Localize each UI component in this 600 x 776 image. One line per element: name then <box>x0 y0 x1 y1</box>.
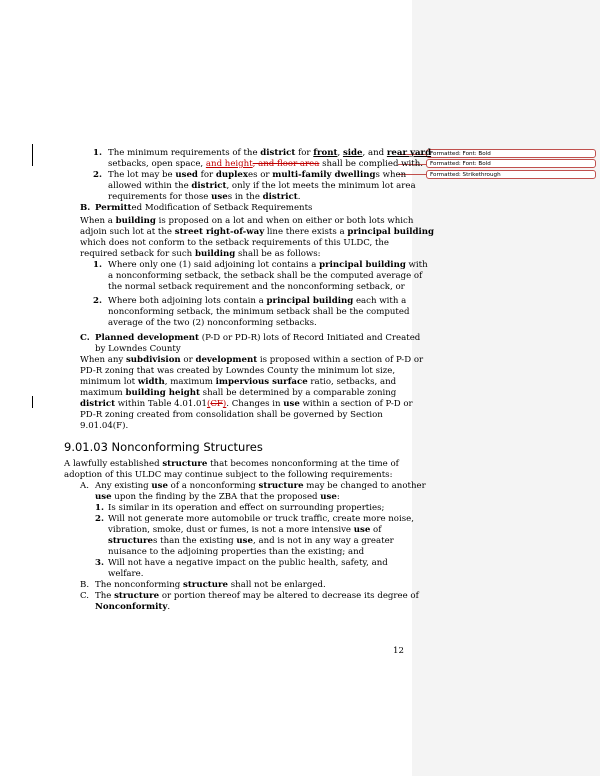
paragraph-line: Is similar in its operation and effect on surrounding properties; <box>108 503 385 513</box>
term: used <box>175 170 198 180</box>
term: multi-family dwelling <box>272 170 376 180</box>
item-label: B. <box>80 580 90 590</box>
paragraph-line <box>108 170 406 181</box>
term: street right-of-way <box>174 227 265 237</box>
text: shall be determined by a comparable zoning <box>199 388 397 398</box>
text: vibration, smoke, dust or fumes, is not a more intensive <box>108 525 354 535</box>
text: Any existing <box>95 481 152 491</box>
term: use <box>151 481 168 491</box>
paragraph-line: PD-R zoning created from consolidation shall be governed by Section <box>80 410 383 420</box>
paragraph-line: PD-R zoning that was created by Lowndes County the minimum lot size, <box>80 366 396 376</box>
paragraph-line: welfare. <box>108 569 144 579</box>
list-number: 2. <box>95 514 104 524</box>
term: development <box>195 355 258 365</box>
text: of <box>370 525 382 535</box>
paragraph-line <box>108 159 423 170</box>
list-number: 2. <box>93 170 102 180</box>
section-label: B. <box>80 203 91 213</box>
text: , only if the lot meets the minimum lot area <box>226 181 416 191</box>
text: upon the finding by the ZBA that the proposed <box>111 492 321 502</box>
item-label: C. <box>80 591 90 601</box>
paragraph-line <box>80 216 413 227</box>
term: building <box>115 216 156 226</box>
list-number: 3. <box>95 558 104 568</box>
paragraph-line: 9.01.04(F). <box>80 421 129 431</box>
tracked-insertion: and height <box>205 159 253 169</box>
paragraph-line <box>64 459 399 470</box>
paragraph-line <box>95 481 426 492</box>
text: or <box>180 355 196 365</box>
text: maximum <box>80 388 126 398</box>
comment-bubble[interactable]: Formatted: Font: Bold <box>426 159 596 168</box>
paragraph-line: average of the two (2) nonconforming setbacks. <box>108 318 317 328</box>
page-number: 12 <box>393 646 404 656</box>
paragraph-line <box>95 580 326 591</box>
text: s when <box>375 170 407 180</box>
paragraph-line <box>108 536 394 547</box>
paragraph-line <box>108 192 300 203</box>
paragraph-line <box>108 148 431 159</box>
change-bar <box>32 396 33 408</box>
text: for <box>197 170 216 180</box>
term: structure <box>114 591 160 601</box>
paragraph-line: which does not conform to the setback requirements of this ULDC, the <box>80 238 390 248</box>
term: Permitt <box>95 203 132 213</box>
term: use <box>95 492 112 502</box>
text: ed Modification of Setback Requirements <box>131 203 313 213</box>
term: district <box>191 181 227 191</box>
text: Where only one (1) said adjoining lot contains a <box>108 260 320 270</box>
tracked-deletion: , and floor area <box>252 159 320 169</box>
text: A lawfully established <box>64 459 163 469</box>
text: The <box>95 591 115 601</box>
tracked-insertion: ) <box>222 399 227 409</box>
text: The minimum requirements of the <box>108 148 261 158</box>
text: within Table 4.01.01 <box>115 399 207 409</box>
term: building height <box>125 388 200 398</box>
comment-bubble[interactable]: Formatted: Font: Bold <box>426 149 596 158</box>
text: with <box>405 260 428 270</box>
paragraph-line <box>108 525 381 536</box>
term: impervious surface <box>215 377 308 387</box>
term: use <box>236 536 253 546</box>
text: . <box>167 602 171 612</box>
paragraph-line <box>80 388 396 399</box>
text: When any <box>80 355 126 365</box>
text: that becomes nonconforming at the time of <box>207 459 399 469</box>
text: is proposed on a lot and when on either or both lots which <box>155 216 414 226</box>
term: principal building <box>266 296 354 306</box>
section-heading: 9.01.03 Nonconforming Structures <box>64 440 263 454</box>
text: requirements for those <box>108 192 212 202</box>
tracked-deletion: CF <box>210 399 223 409</box>
term: rear yard <box>386 148 432 158</box>
text: minimum lot <box>80 377 138 387</box>
term: front <box>313 148 338 158</box>
text: of a nonconforming <box>167 481 259 491</box>
paragraph-line <box>80 377 396 388</box>
paragraph-line: nonconforming setback, the minimum setback shall be the computed <box>108 307 410 317</box>
term: principal building <box>347 227 435 237</box>
paragraph-line: the normal setback requirement and the nonconforming setback, or <box>108 282 405 292</box>
paragraph-line <box>108 296 406 307</box>
term: principal building <box>319 260 406 270</box>
text: : <box>336 492 340 502</box>
paragraph-line: a nonconforming setback, the setback shall be the computed average of <box>108 271 423 281</box>
term: side <box>342 148 363 158</box>
term: district <box>80 399 116 409</box>
section-title: by Lowndes County <box>95 344 181 354</box>
text: shall be as follows: <box>235 249 321 259</box>
term: use <box>320 492 337 502</box>
paragraph-line <box>95 602 170 613</box>
text: setbacks, open space, <box>108 159 206 169</box>
text: shall not be enlarged. <box>228 580 326 590</box>
paragraph-line <box>80 249 321 260</box>
text: (P-D or PD-R) lots of Record Initiated and Created <box>198 333 421 343</box>
text: within a section of P-D or <box>299 399 413 409</box>
term: width <box>137 377 165 387</box>
paragraph-line <box>108 260 428 271</box>
term: district <box>262 192 298 202</box>
term: structure <box>162 459 208 469</box>
comment-bubble[interactable]: Formatted: Strikethrough <box>426 170 596 179</box>
section-title <box>95 203 312 214</box>
list-number: 1. <box>95 503 104 513</box>
term: structure <box>182 580 229 590</box>
term: building <box>194 249 236 259</box>
term: district <box>260 148 296 158</box>
text: , <box>337 148 343 158</box>
term: structure <box>258 481 304 491</box>
paragraph-line <box>108 181 416 192</box>
text: , and <box>362 148 387 158</box>
tracked-insertion: ( <box>206 399 211 409</box>
text: for <box>295 148 314 158</box>
text: may be changed to another <box>303 481 426 491</box>
text: required setback for such <box>80 249 195 259</box>
item-label: A. <box>80 481 89 491</box>
text: , and is not in any way a greater <box>252 536 394 546</box>
paragraph-line <box>80 399 413 410</box>
text: or portion thereof may be altered to decrease its degree of <box>159 591 419 601</box>
change-bar <box>32 144 33 166</box>
paragraph-line <box>95 591 419 602</box>
paragraph-line: nuisance to the adjoining properties than the existing; and <box>108 547 365 557</box>
text: line there exists a <box>264 227 348 237</box>
text: shall be complied with. <box>319 159 423 169</box>
text: . <box>297 192 301 202</box>
term: structure <box>108 536 154 546</box>
text: es or <box>248 170 273 180</box>
term: duplex <box>215 170 249 180</box>
term: Planned development <box>95 333 199 343</box>
text: The nonconforming <box>95 580 183 590</box>
section-label: C. <box>80 333 90 343</box>
text: When a <box>80 216 116 226</box>
text: The lot may be <box>108 170 176 180</box>
text: is proposed within a section of P-D or <box>257 355 424 365</box>
paragraph-line: Will not generate more automobile or truck traffic, create more noise, <box>108 514 414 524</box>
text: Where both adjoining lots contain a <box>108 296 267 306</box>
list-number: 2. <box>93 296 102 306</box>
text: . Changes in <box>226 399 284 409</box>
text: s than the existing <box>153 536 237 546</box>
paragraph-line <box>80 227 434 238</box>
text: adjoin such lot at the <box>80 227 175 237</box>
term: use <box>211 192 228 202</box>
paragraph-line <box>95 492 340 503</box>
list-number: 1. <box>93 148 102 158</box>
comment-pane <box>412 0 600 776</box>
text: allowed within the <box>108 181 192 191</box>
term: use <box>353 525 371 535</box>
text: each with a <box>353 296 407 306</box>
term: subdivision <box>125 355 181 365</box>
section-title <box>95 333 420 344</box>
term: use <box>283 399 300 409</box>
paragraph-line: adoption of this ULDC may continue subject to the following requirements: <box>64 470 393 480</box>
text: , maximum <box>164 377 216 387</box>
list-number: 1. <box>93 260 102 270</box>
term: Nonconformity <box>95 602 168 612</box>
paragraph-line: Will not have a negative impact on the public health, safety, and <box>108 558 388 568</box>
text: ratio, setbacks, and <box>307 377 397 387</box>
paragraph-line <box>80 355 423 366</box>
text: s in the <box>227 192 263 202</box>
